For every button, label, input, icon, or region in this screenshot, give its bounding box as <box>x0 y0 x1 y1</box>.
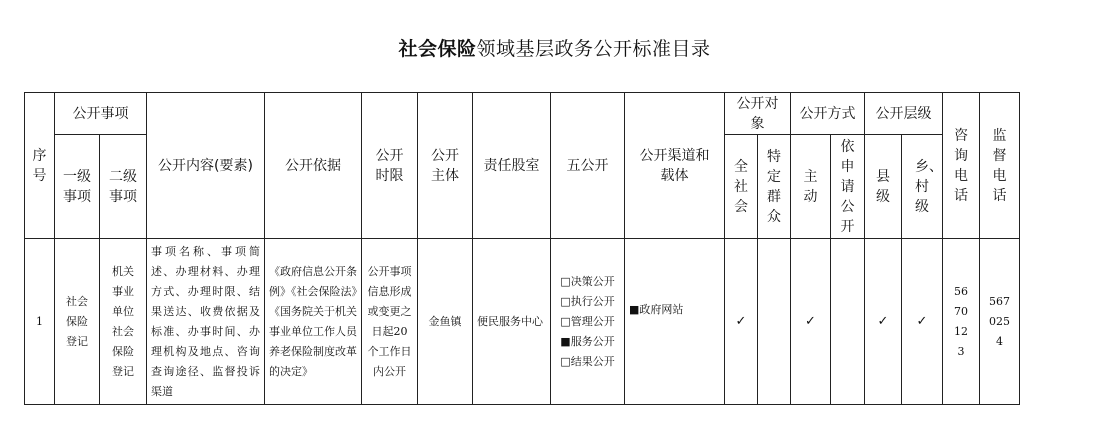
table-row <box>25 239 1020 405</box>
header-time-limit: 公开时限 <box>362 93 418 239</box>
cell-all-society: ✓ <box>725 239 758 405</box>
cell-township: ✓ <box>902 239 943 405</box>
cell-five-public <box>551 239 625 405</box>
header-township: 乡、村级 <box>902 135 943 239</box>
five-public-item-result: □结果公开 <box>560 354 615 368</box>
header-subject: 公开主体 <box>418 93 473 239</box>
five-public-item-management: □管理公开 <box>560 314 615 328</box>
cell-subject: 金鱼镇 <box>418 239 473 405</box>
header-level1: 一级事项 <box>55 135 100 239</box>
header-object: 公开对象 <box>725 93 791 135</box>
five-public-item-decision: □决策公开 <box>560 274 615 288</box>
header-level: 公开层级 <box>865 93 943 135</box>
cell-time-limit: 公开事项信息形成或变更之日起20个工作日内公开 <box>362 239 418 405</box>
header-channel: 公开渠道和载体 <box>625 93 725 239</box>
cell-level1: 社会保险登记 <box>55 239 100 405</box>
catalog-table <box>24 92 1020 405</box>
cell-county: ✓ <box>865 239 902 405</box>
cell-specific-group <box>758 239 791 405</box>
cell-channel: ■政府网站 <box>625 239 725 405</box>
header-county: 县级 <box>865 135 902 239</box>
header-method: 公开方式 <box>791 93 865 135</box>
header-basis: 公开依据 <box>265 93 362 239</box>
cell-basis: 《政府信息公开条例》《社会保险法》《国务院关于机关事业单位工作人员养老保险制度改革的决定》 <box>265 239 362 405</box>
cell-level2: 机关事业单位社会保险登记 <box>100 239 147 405</box>
header-on-request: 依申请公开 <box>831 135 865 239</box>
cell-office: 便民服务中心 <box>473 239 551 405</box>
header-active: 主动 <box>791 135 831 239</box>
cell-supervise-phone: 5670254 <box>980 239 1020 405</box>
five-public-item-service: ■服务公开 <box>560 334 615 348</box>
header-public-items: 公开事项 <box>55 93 147 135</box>
cell-on-request <box>831 239 865 405</box>
header-level2: 二级事项 <box>100 135 147 239</box>
header-office: 责任股室 <box>473 93 551 239</box>
header-content: 公开内容(要素) <box>147 93 265 239</box>
page-title: 社会保险领域基层政务公开标准目录 <box>398 38 711 60</box>
five-public-item-execution: □执行公开 <box>560 294 615 308</box>
cell-content: 事项名称、事项简述、办理材料、办理方式、办理时限、结果送达、收费依据及标准、办事时间、办理机构及地点、咨询查询途径、监督投诉渠道 <box>147 239 265 405</box>
header-supervise-phone: 监督电话 <box>980 93 1020 239</box>
header-all-society: 全社会 <box>725 135 758 239</box>
cell-active: ✓ <box>791 239 831 405</box>
header-consult-phone: 咨询电话 <box>943 93 980 239</box>
cell-seq: 1 <box>25 239 55 405</box>
header-specific-group: 特定群众 <box>758 135 791 239</box>
header-seq: 序号 <box>25 93 55 239</box>
cell-consult-phone: 5670123 <box>943 239 980 405</box>
header-five-public: 五公开 <box>551 93 625 239</box>
